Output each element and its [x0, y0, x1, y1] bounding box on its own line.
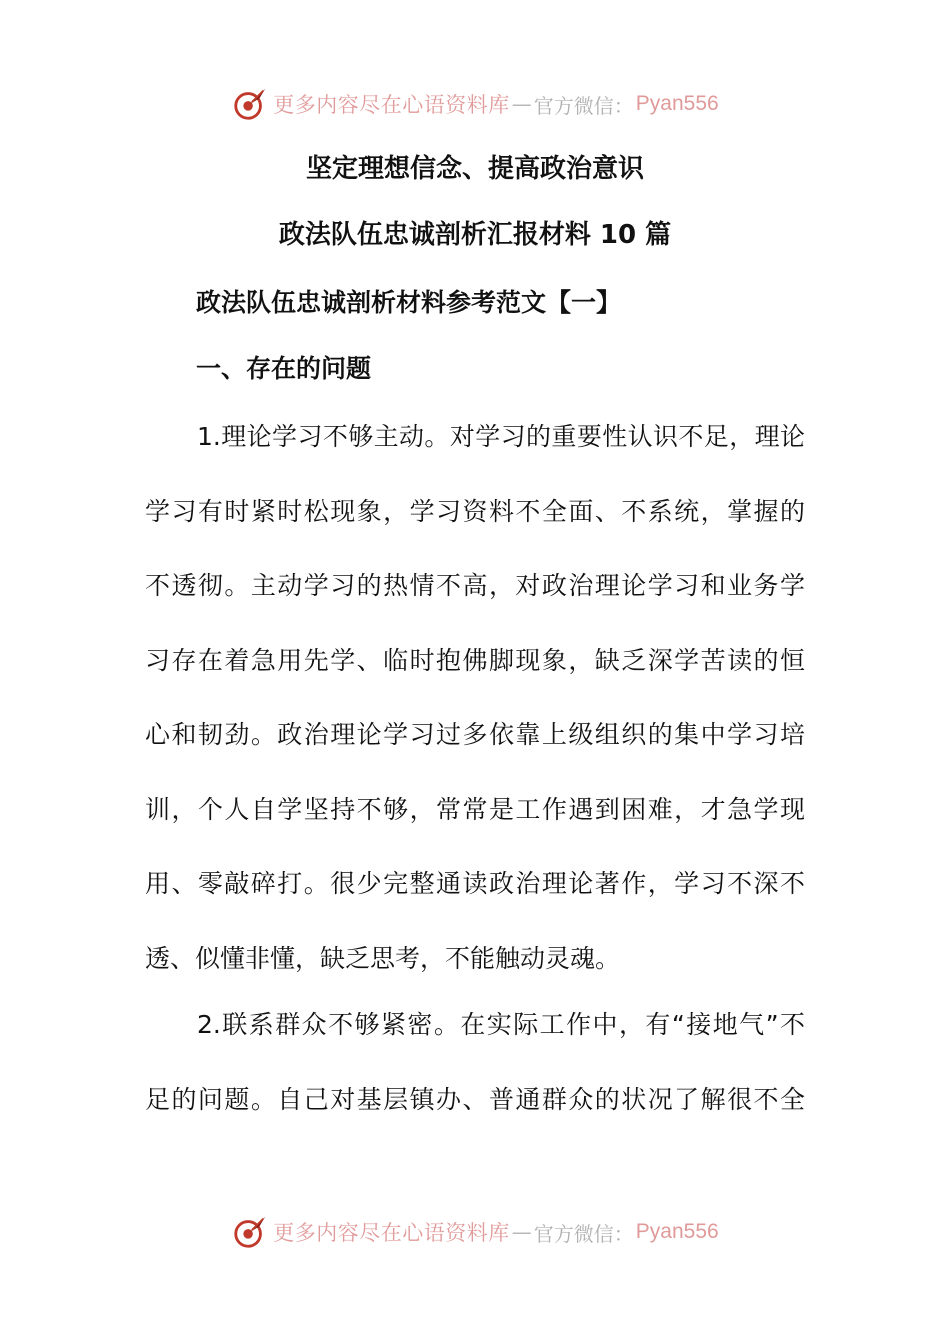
paragraph-line: 1.理论学习不够主动。对学习的重要性认识不足，理论	[197, 422, 805, 451]
paragraph-line: 习存在着急用先学、临时抱佛脚现象，缺乏深学苦读的恒	[145, 645, 805, 675]
quill-logo-icon	[231, 85, 269, 123]
paragraph-line: 不透彻。主动学习的热情不高，对政治理论学习和业务学	[145, 571, 805, 600]
paragraph-2	[145, 1008, 805, 1157]
paragraph-line: 2.联系群众不够紧密。在实际工作中，有“接地气”不	[197, 1010, 805, 1039]
paragraph-line: 用、零敲碎打。很少完整通读政治理论著作，学习不深不	[145, 869, 805, 898]
paragraph-line: 训，个人自学坚持不够，常常是工作遇到困难，才急学现	[145, 794, 805, 824]
banner-wechat-id: Pyan556	[635, 1220, 719, 1243]
footer-banner	[0, 1210, 950, 1254]
paragraph-line: 透、似懂非懂，缺乏思考，不能触动灵魂。	[145, 943, 621, 973]
banner-wechat-label: 官方微信：	[533, 93, 634, 118]
header-banner	[0, 82, 950, 126]
banner-dash: —	[511, 1220, 532, 1244]
section-title: 政法队伍忠诚剖析材料参考范文【一】	[196, 288, 622, 317]
paragraph-1	[145, 420, 805, 1016]
banner-wechat-label: 官方微信：	[533, 1221, 634, 1246]
quill-logo-icon	[231, 1213, 269, 1251]
paragraph-line: 学习有时紧时松现象，学习资料不全面、不系统，掌握的	[145, 496, 805, 526]
subheading: 一、存在的问题	[196, 354, 372, 383]
paragraph-line: 心和韧劲。政治理论学习过多依靠上级组织的集中学习培	[145, 720, 805, 749]
banner-wechat-id: Pyan556	[635, 92, 719, 115]
paragraph-line: 足的问题。自己对基层镇办、普通群众的状况了解很不全	[145, 1084, 805, 1114]
banner-text: 更多内容尽在心语资料库	[273, 1221, 510, 1245]
banner-dash: —	[511, 92, 532, 116]
banner-text: 更多内容尽在心语资料库	[273, 93, 510, 117]
document-title-line1: 坚定理想信念、提高政治意识	[305, 154, 644, 184]
document-title-line2: 政法队伍忠诚剖析汇报材料 10 篇	[278, 220, 672, 250]
